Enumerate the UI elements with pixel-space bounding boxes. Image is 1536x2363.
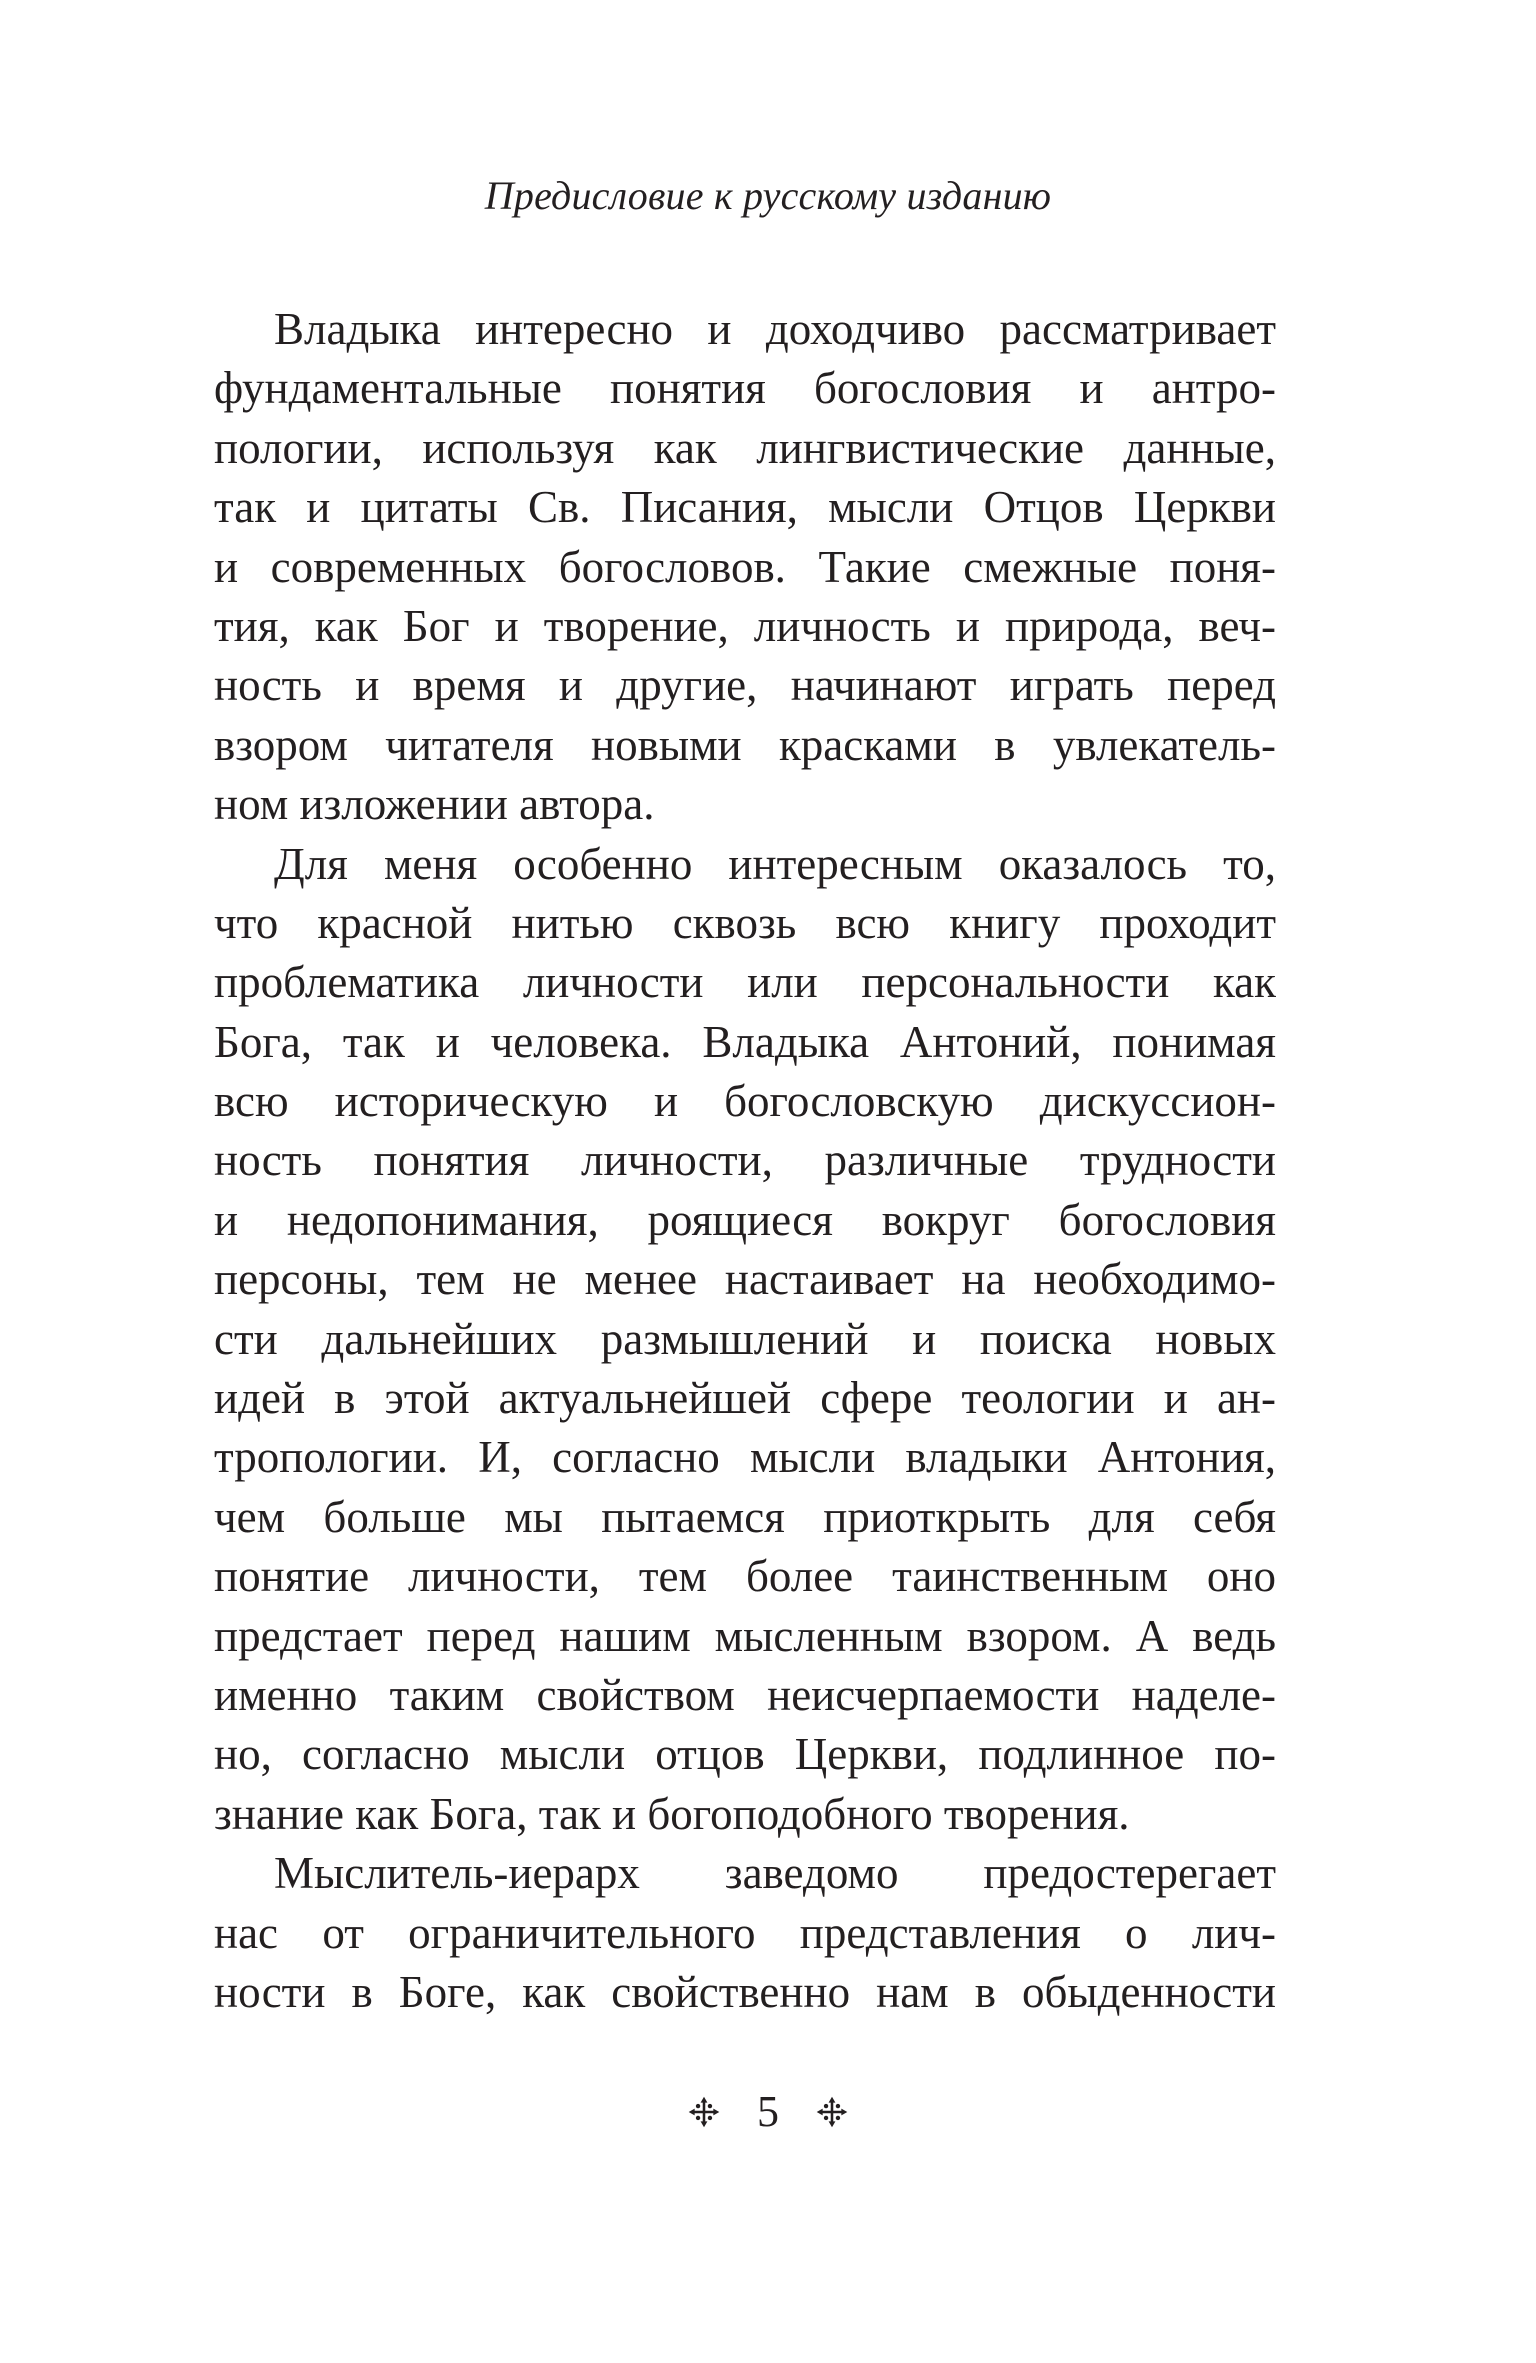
text-line: Бога, так и человека. Владыка Антоний, понимая [214,1016,1276,1067]
text-line: пологии, используя как лингвистические данные, [214,422,1276,473]
text-line: ном изложении автора. [214,779,655,830]
text-line: знание как Бога, так и богоподобного творения. [214,1788,1130,1839]
text-line: именно таким свойством неисчерпаемости наделе- [214,1669,1276,1720]
text-line: персоны, тем не менее настаивает на необходимо- [214,1254,1276,1305]
text-line: Для меня особенно интересным оказалось то, [274,838,1276,889]
text-line: что красной нитью сквозь всю книгу проходит [214,897,1276,948]
text-line: взором читателя новыми красками в увлекатель- [214,719,1276,770]
paragraph-3 [214,1844,1276,2022]
running-head: Предисловие к русскому изданию [484,173,1052,218]
cross-ornament-icon [815,2095,849,2129]
text-line: тропологии. И, согласно мысли владыки Антония, [214,1432,1276,1483]
text-line: понятие личности, тем более таинственным оно [214,1551,1276,1602]
paragraph-1 [214,300,1276,835]
text-line: но, согласно мысли отцов Церкви, подлинное по- [214,1729,1276,1780]
text-line: предстает перед нашим мысленным взором. А ведь [214,1610,1276,1661]
text-line: всю историческую и богословскую дискуссион- [214,1076,1276,1127]
text-line: фундаментальные понятия богословия и антро- [214,363,1276,414]
text-line: Мыслитель-иерарх заведомо предостерегает [274,1848,1276,1899]
text-line: и современных богословов. Такие смежные поня- [214,541,1276,592]
text-line: Владыка интересно и доходчиво рассматривает [274,304,1276,354]
text-line: ности в Боге, как свойственно нам в обыденности [214,1966,1276,2017]
cross-ornament-icon [687,2095,721,2129]
text-line: ность понятия личности, различные трудности [214,1135,1276,1186]
body-text [214,300,1276,2022]
text-line: проблематика личности или персональности как [214,957,1276,1008]
text-line: сти дальнейших размышлений и поиска новых [214,1313,1276,1364]
folio [0,2082,1536,2142]
paragraph-2 [214,835,1276,1845]
text-line: идей в этой актуальнейшей сфере теологии и ан- [214,1373,1276,1424]
text-line: ность и время и другие, начинают играть перед [214,660,1276,711]
text-line: чем больше мы пытаемся приоткрыть для себя [214,1491,1276,1542]
page-number: 5 [757,2087,779,2136]
text-line: тия, как Бог и творение, личность и природа, веч- [214,600,1276,651]
text-line: нас от ограничительного представления о лич- [214,1907,1276,1958]
text-line: так и цитаты Св. Писания, мысли Отцов Церкви [214,482,1276,533]
text-line: и недопонимания, роящиеся вокруг богословия [214,1194,1276,1245]
